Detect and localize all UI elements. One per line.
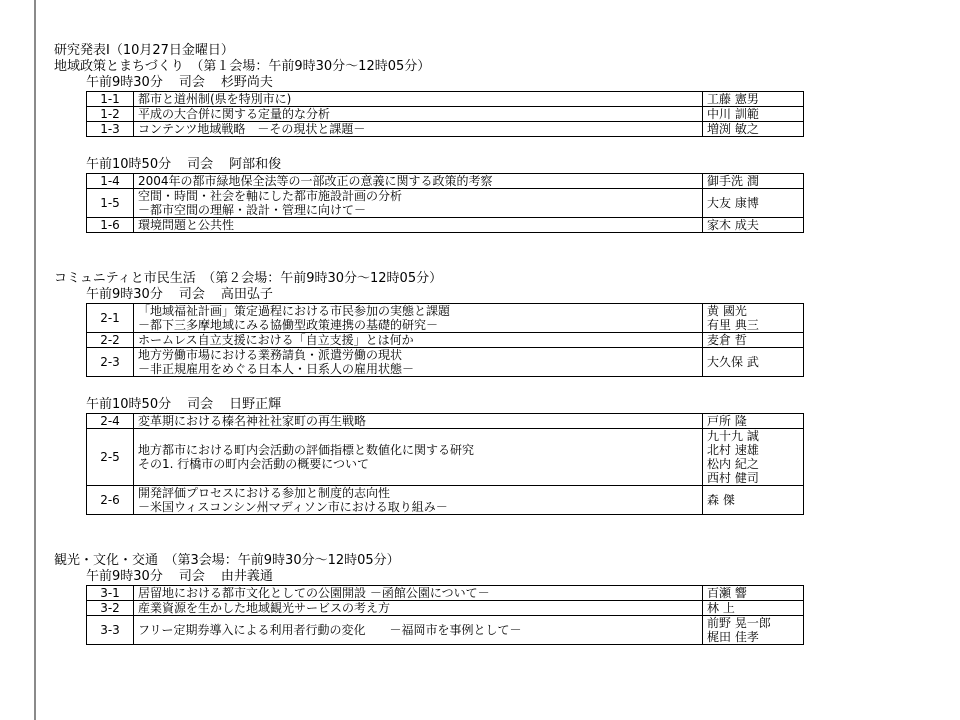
table-row [87,122,804,137]
title-line: 環境問題と公共性 [138,218,235,232]
title-line: 空間・時間・社会を軸にした都市施設計画の分析 [138,189,403,203]
left-margin-line [34,0,36,720]
presentation-authors [703,333,804,348]
title-line: －米国ウィスコンシン州マディソン市における取り組み－ [138,500,448,514]
presentation-title [134,586,703,601]
presentation-title [134,107,703,122]
table-row [87,107,804,122]
title-line: 産業資源を生かした地域観光サービスの考え方 [138,601,391,615]
presentation-table [86,303,804,377]
author-name: 増渕 敏之 [707,122,759,136]
session-time: 午前9時30分 [86,569,163,584]
presentation-number: 2-4 [87,414,134,429]
title-line: －都市空間の理解・設計・管理に向けて－ [138,203,367,217]
author-name: 前野 晃一郎 [707,616,771,630]
author-name: 家木 成夫 [707,218,759,232]
author-name: 戸所 隆 [707,414,747,428]
author-name: 黄 國光 [707,304,747,318]
session-time: 午前10時50分 [86,157,172,172]
presentation-number: 3-1 [87,586,134,601]
presentation-title [134,429,703,486]
presentation-number: 3-3 [87,616,134,645]
presentation-title [134,92,703,107]
presentation-authors [703,174,804,189]
title-line: その1. 行橋市の町内会活動の概要について [138,457,370,471]
presentation-title [134,122,703,137]
presentation-title [134,174,703,189]
presentation-number: 2-1 [87,304,134,333]
table-row [87,348,804,377]
table-row [87,218,804,233]
presentation-title [134,348,703,377]
presentation-authors [703,218,804,233]
chair-name: 日野正輝 [229,397,282,412]
chair-name: 由井義通 [220,569,273,584]
author-name: 大友 康博 [707,196,759,210]
presentation-number: 1-5 [87,189,134,218]
presentation-authors [703,429,804,486]
chair-line [54,397,814,413]
title-line: 都市と道州制(県を特別市に) [138,92,292,106]
presentation-authors [703,107,804,122]
table-row [87,586,804,601]
presentation-authors [703,122,804,137]
table-row [87,601,804,616]
chair-line [54,569,814,585]
title-line: 地方都市における町内会活動の評価指標と数値化に関する研究 [138,443,475,457]
presentation-title [134,601,703,616]
presentation-authors [703,304,804,333]
author-name: 北村 速雄 [707,443,759,457]
presentation-number: 2-6 [87,486,134,515]
chair-label: 司会 [178,569,205,584]
author-name: 森 傑 [707,493,735,507]
presentation-title [134,189,703,218]
chair-name: 杉野尚夫 [220,75,273,90]
author-name: 有里 典三 [707,318,759,332]
session-title: 地域政策とまちづくり （第１会場：午前9時30分～12時05分） [54,59,431,74]
chair-label: 司会 [187,397,214,412]
chair-line [54,75,814,91]
title-line: 「地域福祉計画」策定過程における市民参加の実態と課題 [138,304,451,318]
session [54,553,814,645]
session-title: コミュニティと市民生活 （第２会場：午前9時30分～12時05分） [54,271,443,286]
author-name: 松内 紀之 [707,457,759,471]
presentation-number: 2-2 [87,333,134,348]
author-name: 百瀬 響 [707,586,747,600]
title-line: －非正規雇用をめぐる日本人・日系人の雇用状態－ [138,362,415,376]
chair-name: 高田弘子 [220,287,273,302]
presentation-title [134,616,703,645]
presentation-number: 2-3 [87,348,134,377]
title-line: 地方労働市場における業務請負・派遣労働の現状 [138,348,403,362]
presentation-title [134,486,703,515]
table-row [87,92,804,107]
session [54,271,814,515]
presentation-number: 1-6 [87,218,134,233]
presentation-title [134,414,703,429]
chair-line [54,157,814,173]
title-line: フリー定期券導入による利用者行動の変化 －福岡市を事例として－ [138,623,522,637]
presentation-table [86,173,804,233]
session-time: 午前10時50分 [86,397,172,412]
table-row [87,486,804,515]
author-name: 麦倉 哲 [707,333,747,347]
presentation-table [86,585,804,645]
chair-name: 阿部和俊 [229,157,282,172]
session [54,59,814,233]
presentation-number: 2-5 [87,429,134,486]
sessions-container [54,59,814,645]
table-row [87,333,804,348]
presentation-authors [703,92,804,107]
presentation-number: 1-4 [87,174,134,189]
title-line: 変革期における榛名神社社家町の再生戦略 [138,414,367,428]
presentation-authors [703,586,804,601]
presentation-table [86,91,804,137]
chair-label: 司会 [178,287,205,302]
presentation-title [134,218,703,233]
author-name: 中川 訓範 [707,107,759,121]
presentation-table [86,413,804,515]
presentation-authors [703,616,804,645]
title-line: 2004年の都市緑地保全法等の一部改正の意義に関する政策的考察 [138,174,493,188]
presentation-title [134,333,703,348]
table-row [87,429,804,486]
presentation-authors [703,348,804,377]
author-name: 大久保 武 [707,355,759,369]
presentation-number: 1-2 [87,107,134,122]
table-row [87,304,804,333]
author-name: 九十九 誠 [707,429,759,443]
session-time: 午前9時30分 [86,287,163,302]
title-line: コンテンツ地域戦略 －その現状と課題－ [138,122,366,136]
chair-line [54,287,814,303]
title-line: ホームレス自立支援における「自立支援」とは何か [138,333,414,347]
title-line: 平成の大合併に関する定量的な分析 [138,107,331,121]
presentation-title [134,304,703,333]
author-name: 西村 健司 [707,471,759,485]
presentation-number: 3-2 [87,601,134,616]
title-line: 居留地における都市文化としての公園開設 －函館公園について－ [138,586,490,600]
table-row [87,616,804,645]
presentation-authors [703,189,804,218]
author-name: 林 上 [707,601,735,615]
session-title: 観光・文化・交通 （第3会場：午前9時30分～12時05分） [54,553,400,568]
main-title: 研究発表Ⅰ（10月27日金曜日） [54,43,234,58]
presentation-number: 1-3 [87,122,134,137]
author-name: 御手洗 潤 [707,174,759,188]
author-name: 梶田 佳孝 [707,630,759,644]
table-row [87,414,804,429]
title-line: －都下三多摩地域にみる協働型政策連携の基礎的研究－ [138,318,439,332]
presentation-authors [703,601,804,616]
presentation-authors [703,486,804,515]
chair-label: 司会 [187,157,214,172]
session-time: 午前9時30分 [86,75,163,90]
program-document [54,43,814,645]
table-row [87,174,804,189]
presentation-authors [703,414,804,429]
author-name: 工藤 憲男 [707,92,759,106]
presentation-number: 1-1 [87,92,134,107]
title-line: 開発評価プロセスにおける参加と制度的志向性 [138,486,391,500]
table-row [87,189,804,218]
chair-label: 司会 [178,75,205,90]
